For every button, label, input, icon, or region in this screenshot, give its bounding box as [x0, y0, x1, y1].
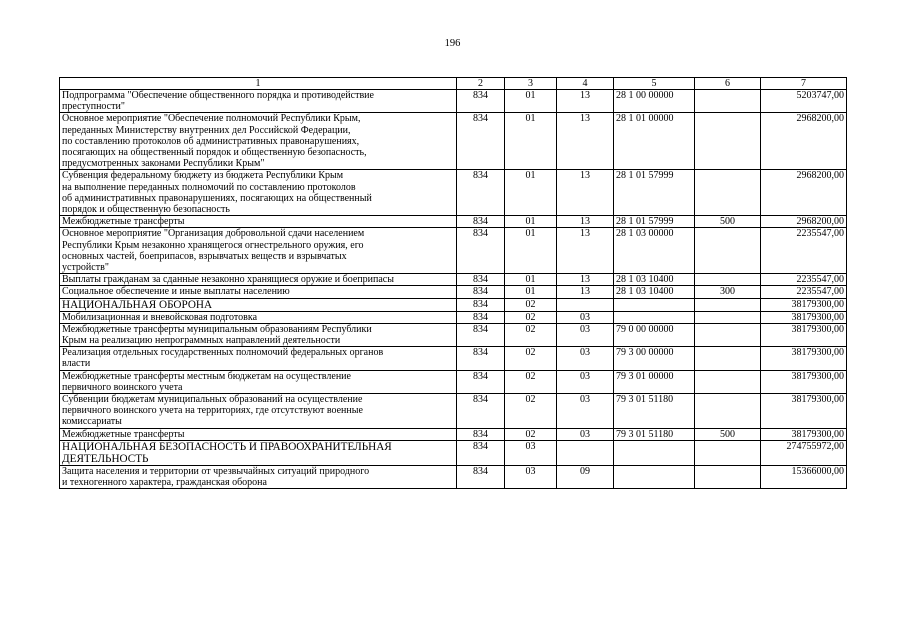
table-row [60, 113, 847, 170]
item-subsection: 13 [557, 113, 614, 170]
item-grbs: 834 [457, 298, 505, 311]
item-expense-type [695, 298, 761, 311]
item-section: 02 [505, 394, 557, 429]
item-expense-type [695, 323, 761, 346]
item-expense-type [695, 440, 761, 465]
item-grbs: 834 [457, 394, 505, 429]
item-section: 02 [505, 311, 557, 323]
item-amount: 38179300,00 [761, 428, 847, 440]
item-subsection: 03 [557, 370, 614, 393]
table-header-row [60, 78, 847, 90]
item-target-article [614, 311, 695, 323]
column-header: 2 [457, 78, 505, 90]
item-section: 02 [505, 298, 557, 311]
table-row [60, 216, 847, 228]
item-expense-type: 500 [695, 428, 761, 440]
item-target-article: 79 3 01 51180 [614, 428, 695, 440]
table-row [60, 428, 847, 440]
table-row [60, 311, 847, 323]
item-expense-type [695, 274, 761, 286]
item-expense-type [695, 113, 761, 170]
item-section: 02 [505, 370, 557, 393]
item-target-article: 28 1 00 00000 [614, 90, 695, 113]
table-row [60, 370, 847, 393]
item-subsection: 13 [557, 90, 614, 113]
item-name: Межбюджетные трансферты местным бюджетам на осуществление первичного воинского учета [60, 370, 457, 393]
section-heading-row [60, 298, 847, 311]
item-expense-type [695, 170, 761, 216]
item-target-article: 28 1 03 10400 [614, 286, 695, 298]
item-subsection: 13 [557, 286, 614, 298]
item-amount: 2968200,00 [761, 216, 847, 228]
table-row [60, 347, 847, 370]
item-amount: 38179300,00 [761, 347, 847, 370]
item-subsection: 03 [557, 311, 614, 323]
item-name: Субвенция федеральному бюджету из бюджета Республики Крым на выполнение переданных полномочий по составлению протоколов об административных правонарушениях, посягающих на общественный порядок и общественную безопасность [60, 170, 457, 216]
item-name: Межбюджетные трансферты [60, 216, 457, 228]
item-name: Межбюджетные трансферты [60, 428, 457, 440]
item-subsection: 09 [557, 465, 614, 488]
item-amount: 2968200,00 [761, 113, 847, 170]
item-target-article: 28 1 03 10400 [614, 274, 695, 286]
item-expense-type [695, 370, 761, 393]
table-row [60, 170, 847, 216]
item-expense-type [695, 394, 761, 429]
item-amount: 2235547,00 [761, 286, 847, 298]
item-subsection: 03 [557, 323, 614, 346]
page-number: 196 [444, 38, 461, 49]
item-grbs: 834 [457, 216, 505, 228]
item-grbs: 834 [457, 465, 505, 488]
column-header: 3 [505, 78, 557, 90]
item-name: Мобилизационная и вневойсковая подготовка [60, 311, 457, 323]
item-target-article: 79 3 00 00000 [614, 347, 695, 370]
item-grbs: 834 [457, 228, 505, 274]
item-name: Основное мероприятие "Организация добровольной сдачи населением Республики Крым незаконно хранящегося огнестрельного оружия, его основных частей, боеприпасов, взрывчатых веществ и взрывчатых устройств" [60, 228, 457, 274]
item-section: 02 [505, 428, 557, 440]
item-name: Основное мероприятие "Обеспечение полномочий Республики Крым, переданных Министерству внутренних дел Российской Федерации, по составлению протоколов об административных правонарушениях, посягающих на общественный порядок и общественную безопасность, предусмотренных законами Республики Крым" [60, 113, 457, 170]
item-grbs: 834 [457, 286, 505, 298]
budget-table [59, 77, 847, 489]
item-grbs: 834 [457, 274, 505, 286]
item-subsection [557, 298, 614, 311]
item-name: Реализация отдельных государственных полномочий федеральных органов власти [60, 347, 457, 370]
item-name: Субвенции бюджетам муниципальных образований на осуществление первичного воинского учета на территориях, где отсутствуют военные комиссариаты [60, 394, 457, 429]
item-expense-type [695, 311, 761, 323]
item-section: 01 [505, 90, 557, 113]
item-section: 01 [505, 228, 557, 274]
item-amount: 38179300,00 [761, 311, 847, 323]
item-amount: 2235547,00 [761, 274, 847, 286]
table-row [60, 90, 847, 113]
item-amount: 38179300,00 [761, 394, 847, 429]
item-subsection: 13 [557, 170, 614, 216]
item-name: Подпрограмма "Обеспечение общественного порядка и противодействие преступности" [60, 90, 457, 113]
item-section: 01 [505, 113, 557, 170]
item-name: Защита населения и территории от чрезвычайных ситуаций природного и техногенного характера, гражданская оборона [60, 465, 457, 488]
item-section: 01 [505, 216, 557, 228]
table-row [60, 465, 847, 488]
item-section: 01 [505, 170, 557, 216]
column-header: 4 [557, 78, 614, 90]
item-name: Социальное обеспечение и иные выплаты населению [60, 286, 457, 298]
table-row [60, 228, 847, 274]
item-subsection: 13 [557, 274, 614, 286]
table-row [60, 323, 847, 346]
item-expense-type [695, 465, 761, 488]
item-target-article: 79 3 01 51180 [614, 394, 695, 429]
item-section: 01 [505, 274, 557, 286]
item-grbs: 834 [457, 440, 505, 465]
item-subsection: 03 [557, 347, 614, 370]
item-grbs: 834 [457, 90, 505, 113]
item-section: 03 [505, 440, 557, 465]
item-subsection: 03 [557, 428, 614, 440]
item-amount: 5203747,00 [761, 90, 847, 113]
item-expense-type [695, 228, 761, 274]
table-row [60, 274, 847, 286]
table-row [60, 394, 847, 429]
item-subsection: 13 [557, 228, 614, 274]
item-name: НАЦИОНАЛЬНАЯ БЕЗОПАСНОСТЬ И ПРАВООХРАНИТЕЛЬНАЯ ДЕЯТЕЛЬНОСТЬ [60, 440, 457, 465]
section-heading-row [60, 440, 847, 465]
item-section: 02 [505, 323, 557, 346]
item-grbs: 834 [457, 347, 505, 370]
item-grbs: 834 [457, 370, 505, 393]
item-subsection: 03 [557, 394, 614, 429]
item-section: 02 [505, 347, 557, 370]
item-name: Межбюджетные трансферты муниципальным образованиям Республики Крым на реализацию непрограммных направлений деятельности [60, 323, 457, 346]
item-grbs: 834 [457, 323, 505, 346]
item-amount: 38179300,00 [761, 298, 847, 311]
column-header: 5 [614, 78, 695, 90]
item-target-article: 28 1 01 57999 [614, 170, 695, 216]
item-amount: 15366000,00 [761, 465, 847, 488]
table-row [60, 286, 847, 298]
item-grbs: 834 [457, 113, 505, 170]
item-target-article: 28 1 01 57999 [614, 216, 695, 228]
item-amount: 38179300,00 [761, 370, 847, 393]
item-target-article: 28 1 01 00000 [614, 113, 695, 170]
item-amount: 2235547,00 [761, 228, 847, 274]
item-subsection: 13 [557, 216, 614, 228]
item-target-article: 79 0 00 00000 [614, 323, 695, 346]
item-target-article: 28 1 03 00000 [614, 228, 695, 274]
item-subsection [557, 440, 614, 465]
item-target-article [614, 440, 695, 465]
item-amount: 38179300,00 [761, 323, 847, 346]
item-grbs: 834 [457, 170, 505, 216]
item-expense-type: 500 [695, 216, 761, 228]
item-grbs: 834 [457, 428, 505, 440]
item-amount: 2968200,00 [761, 170, 847, 216]
item-target-article [614, 465, 695, 488]
item-target-article: 79 3 01 00000 [614, 370, 695, 393]
item-section: 01 [505, 286, 557, 298]
item-expense-type: 300 [695, 286, 761, 298]
item-section: 03 [505, 465, 557, 488]
item-expense-type [695, 347, 761, 370]
column-header: 1 [60, 78, 457, 90]
item-name: НАЦИОНАЛЬНАЯ ОБОРОНА [60, 298, 457, 311]
item-target-article [614, 298, 695, 311]
column-header: 7 [761, 78, 847, 90]
item-grbs: 834 [457, 311, 505, 323]
item-expense-type [695, 90, 761, 113]
item-name: Выплаты гражданам за сданные незаконно хранящиеся оружие и боеприпасы [60, 274, 457, 286]
item-amount: 274755972,00 [761, 440, 847, 465]
column-header: 6 [695, 78, 761, 90]
